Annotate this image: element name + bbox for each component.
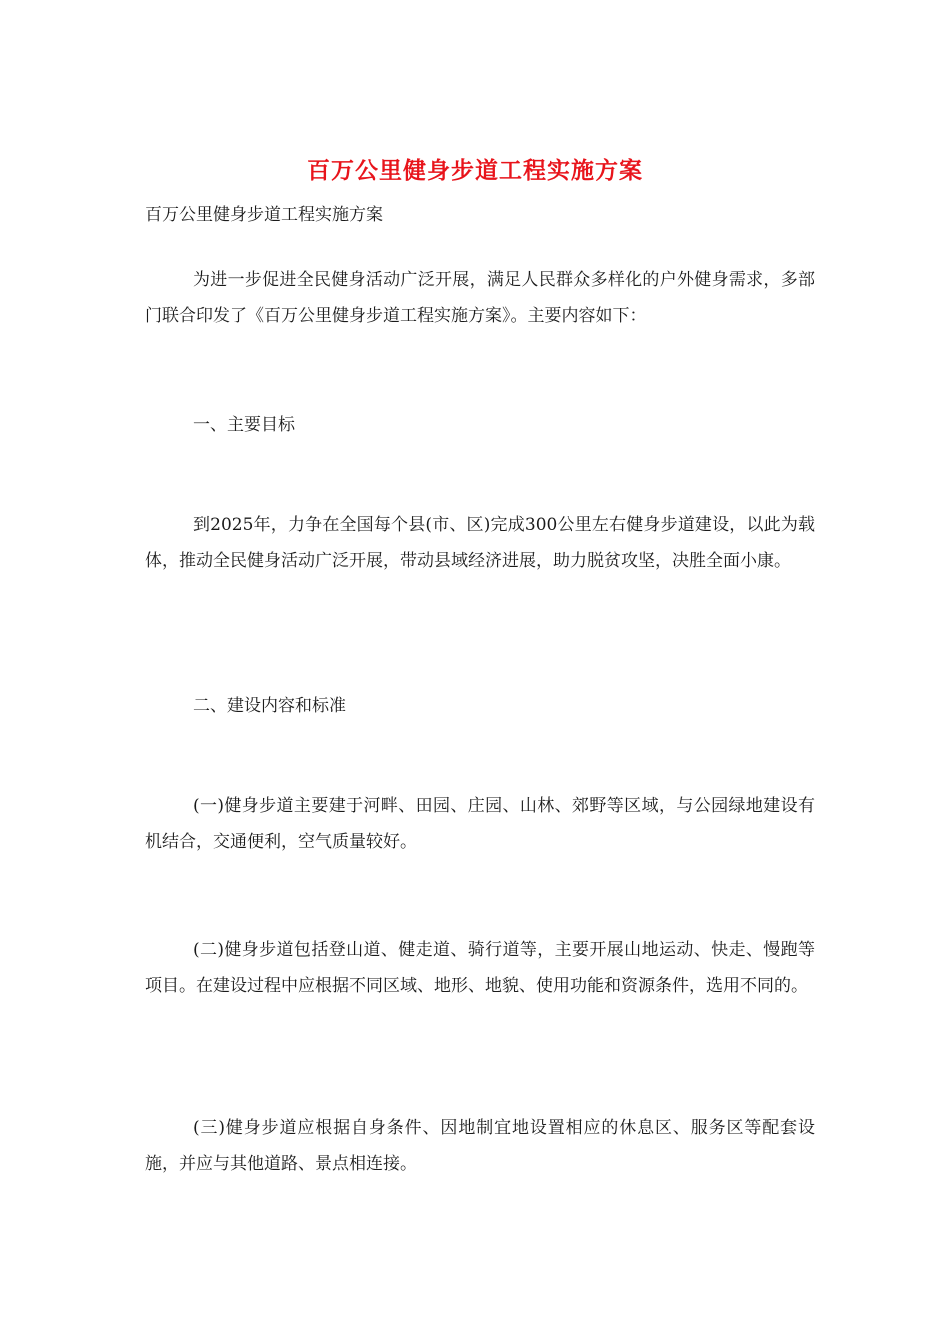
section-heading-goals: 一、主要目标 xyxy=(193,415,295,435)
content-item-3: (三)健身步道应根据自身条件、因地制宜地设置相应的休息区、服务区等配套设施，并应与其他道路、景点相连接。 xyxy=(145,1118,815,1174)
intro-paragraph: 为进一步促进全民健身活动广泛开展，满足人民群众多样化的户外健身需求，多部门联合印发了《百万公里健身步道工程实施方案》。主要内容如下： xyxy=(145,270,815,326)
document-title: 百万公里健身步道工程实施方案 xyxy=(307,157,643,184)
document-subtitle: 百万公里健身步道工程实施方案 xyxy=(145,205,383,225)
goals-paragraph: 到2025年，力争在全国每个县(市、区)完成300公里左右健身步道建设，以此为载体，推动全民健身活动广泛开展，带动县域经济进展，助力脱贫攻坚，决胜全面小康。 xyxy=(145,515,815,571)
content-item-2: (二)健身步道包括登山道、健走道、骑行道等，主要开展山地运动、快走、慢跑等项目。在建设过程中应根据不同区域、地形、地貌、使用功能和资源条件，选用不同的。 xyxy=(145,940,815,996)
content-item-1: (一)健身步道主要建于河畔、田园、庄园、山林、郊野等区域，与公园绿地建设有机结合，交通便利，空气质量较好。 xyxy=(145,796,815,852)
section-heading-content: 二、建设内容和标准 xyxy=(193,696,346,716)
